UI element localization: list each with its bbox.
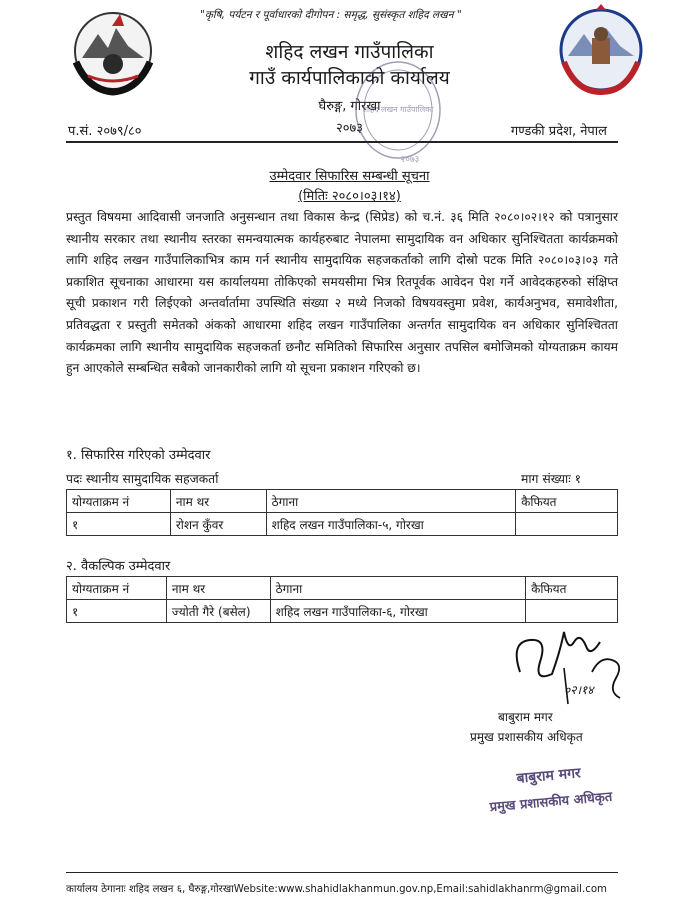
column-header: कैफियत (526, 577, 618, 600)
column-header: ठेगाना (270, 577, 525, 600)
table-header-row (67, 490, 618, 513)
post-label: पदः स्थानीय सामुदायिक सहजकर्ता (66, 472, 219, 486)
svg-text:शहिद लखन गाउँपालिका: शहिद लखन गाउँपालिका (362, 105, 434, 114)
column-header: ठेगाना (266, 490, 515, 513)
footer-divider (66, 872, 618, 873)
demand-count: माग संख्याः १ (521, 472, 581, 486)
column-header: योग्यताक्रम नं (67, 577, 167, 600)
signatory-title: प्रमुख प्रशासकीय अधिकृत (470, 730, 583, 744)
column-header: कैफियत (516, 490, 618, 513)
table-cell: १ (67, 513, 171, 536)
motto-text: "कृषि, पर्यटन र पूर्वाधारको दीगोपन : समृद्ध, सुसंस्कृत शहिद लखन " (200, 9, 462, 21)
name-stamp (470, 756, 630, 826)
recommended-candidate-table (66, 489, 618, 536)
table-cell: शहिद लखन गाउँपालिका-६, गोरखा (270, 600, 525, 623)
section1-heading: १. सिफारिस गरिएको उम्मेदवार (66, 448, 211, 463)
svg-text:०२।१४: ०२।१४ (564, 683, 594, 697)
svg-text:प्रमुख प्रशासकीय अधिकृत: प्रमुख प्रशासकीय अधिकृत (489, 789, 613, 816)
office-address: घैरुङ्ग, गोरखा (318, 99, 381, 114)
table-header-row (67, 577, 618, 600)
notice-body: प्रस्तुत विषयमा आदिवासी जनजाति अनुसन्धान तथा विकास केन्द्र (सिप्रेड) को च.नं. ३६ मिति २०८०।०२।१२ को पत्रानुसार स्थानीय सरकार तथा स्थानीय स्तरका समन्वयात्मक कार्यहरुबाट नेपालमा सामुदायिक वन अधिकार सुनिश्चितता कार्यक्रमको लागि शहिद लखन गाउँपालिकाभित्र काम गर्न स्थानीय सामुदायिक सहजकर्ताको लागि दोस्रो पटक मिति २०८०।०३।०३ गते प्रकाशित सूचनाका आधारमा यस कार्यालयमा तोकिएको समयसीमा भित्र रितपूर्वक आवेदन पेश गर्ने आवेदकहरुको संक्षिप्त सूची प्रकाशन गरी लिईएको अन्तर्वार्तामा उपस्थिति संख्या २ मध्ये निजको विषयवस्तुमा प्रवेश, कार्यअनुभव, समावेशीता, प्रतिवद्धता र प्रस्तुती समेतको अंकको आधारमा शहिद लखन गाउँपालिका अन्तर्गत सामुदायिक वन अधिकार सुनिश्चितता कार्यक्रमका लागि स्थानीय सामुदायिक सहजकर्ता छनौट समितिको सिफारिस अनुसार तपसिल बमोजिमको योग्यताक्रम कायम हुन आएकोले सम्बन्धित सबैको जानकारीको लागि यो सूचना प्रकाशन गरिएको छ। (66, 210, 618, 376)
header-divider (66, 141, 618, 143)
table-cell: ज्योती गैरे (बसेल) (166, 600, 270, 623)
footer-contact: कार्यालय ठेगानाः शहिद लखन ६, घैरुङ्ग,गोरखाWebsite:www.shahidlakhanmun.gov.np,Email:sahidlakhanrm@gmail.com (66, 884, 607, 895)
section2-heading: २. वैकल्पिक उम्मेदवार (66, 559, 171, 574)
handwritten-signature (500, 612, 640, 712)
notice-date: (मितिः २०८०।०३।१४) (298, 189, 401, 204)
table-row (67, 513, 618, 536)
province-label: गण्डकी प्रदेश, नेपाल (510, 124, 607, 139)
column-header: योग्यताक्रम नं (67, 490, 171, 513)
svg-text:बाबुराम मगर: बाबुराम मगर (516, 765, 582, 787)
column-header: नाम थर (166, 577, 270, 600)
table-cell: रोशन कुँवर (170, 513, 266, 536)
office-title-line1: शहिद लखन गाउँपालिका (265, 41, 434, 63)
table-cell: १ (67, 600, 167, 623)
establishment-year: २०७३ (335, 121, 364, 136)
notice-subject: उम्मेदवार सिफारिस सम्बन्धी सूचना (269, 169, 430, 184)
table-cell (516, 513, 618, 536)
office-round-stamp (352, 58, 444, 168)
signatory-name: बाबुराम मगर (498, 710, 553, 724)
svg-text:२०७३: २०७३ (400, 155, 420, 165)
reference-number: प.सं. २०७९/८० (68, 124, 142, 139)
office-title-line2: गाउँ कार्यपालिकाको कार्यालय (249, 67, 450, 89)
table-cell: शहिद लखन गाउँपालिका-५, गोरखा (266, 513, 515, 536)
column-header: नाम थर (170, 490, 266, 513)
